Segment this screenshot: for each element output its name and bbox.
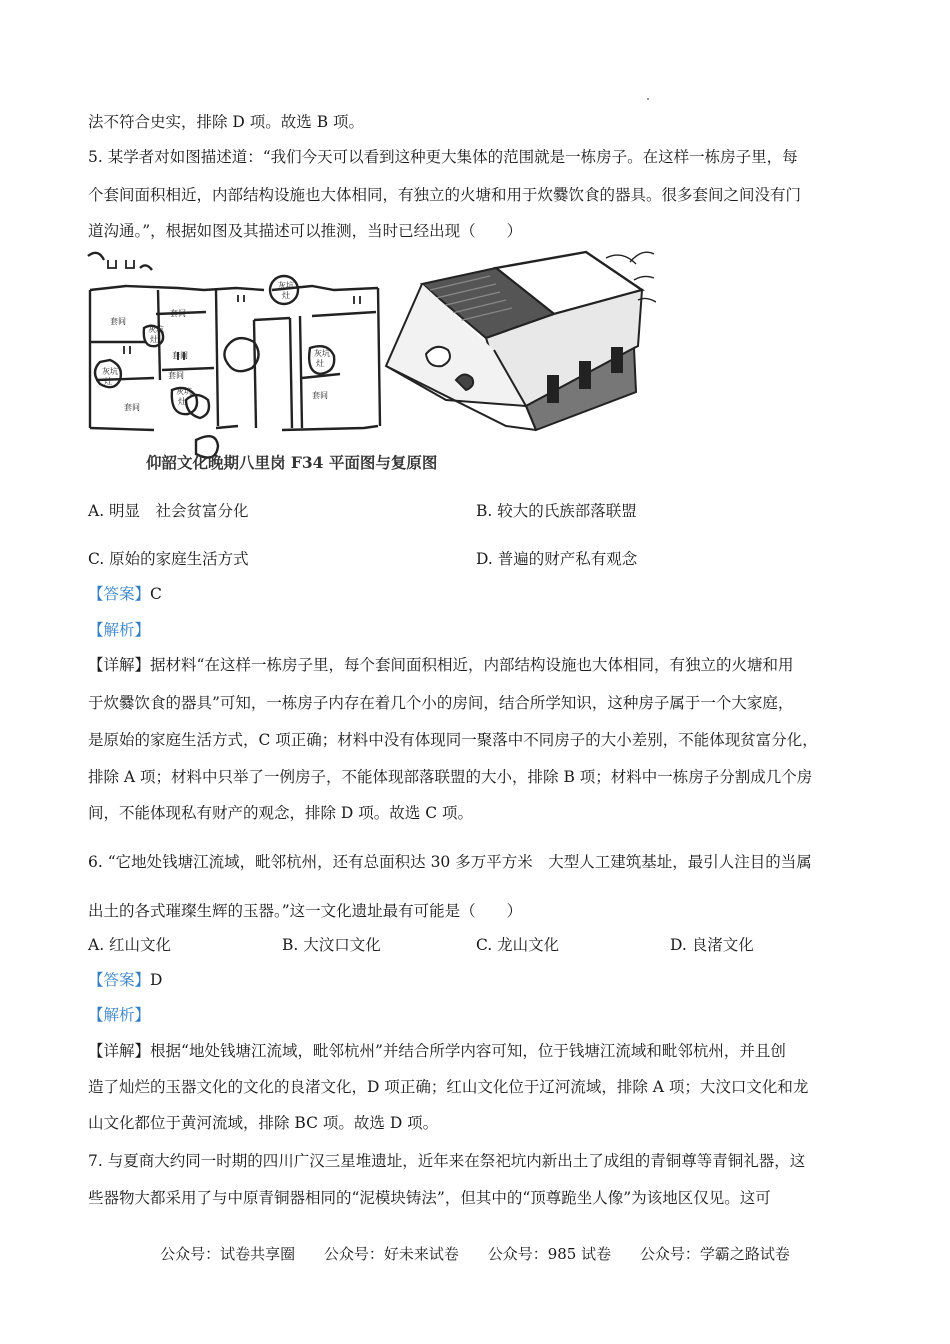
q5-detail-line-5: 间，不能体现私有财产的观念，排除 D 项。故选 C 项。 [88, 804, 473, 822]
q5-option-d: D. 普遍的财产私有观念 [476, 550, 638, 568]
answer-tag: 【答案】 [88, 971, 151, 989]
q7-stem-line-2: 些器物大都采用了与中原青铜器相同的“泥模块铸法”，但其中的“顶尊跪坐人像”为该地区仅见。这可 [88, 1189, 771, 1207]
q5-figure [86, 250, 656, 472]
q5-detail-line-4: 排除 A 项；材料中只举了一例房子，不能体现部落联盟的大小，排除 B 项；材料中一栋房子分割成几个房 [88, 768, 813, 786]
q6-detail-line-3: 山文化都位于黄河流域，排除 BC 项。故选 D 项。 [88, 1114, 439, 1132]
stove-label: 灰坑 [102, 367, 118, 376]
detail-text: 根据“地处钱塘江流域，毗邻杭州”并结合所学内容可知，位于钱塘江流域和毗邻杭州，并且创 [150, 1042, 786, 1060]
intro-line: 法不符合史实，排除 D 项。故选 B 项。 [88, 113, 365, 131]
q5-stem-line-2: 个套间面积相近，内部结构设施也大体相同，有独立的火塘和用于炊爨饮食的器具。很多套间之间没有门 [88, 186, 802, 204]
room-label: 套间 [168, 371, 184, 380]
q5-detail-line-2: 于炊爨饮食的器具”可知，一栋房子内存在着几个小的房间，结合所学知识，这种房子属于一个大家庭， [88, 694, 794, 712]
q6-analysis-tag: 【解析】 [88, 1006, 151, 1024]
floor-plan-and-reconstruction-image [86, 250, 656, 472]
stove-label: 灶 [282, 291, 290, 300]
q5-option-c: C. 原始的家庭生活方式 [88, 550, 249, 568]
q5-analysis-tag: 【解析】 [88, 621, 151, 639]
q5-detail-line-3: 是原始的家庭生活方式，C 项正确；材料中没有体现同一聚落中不同房子的大小差别，不能体现贫富分化， [88, 731, 818, 749]
footer-item: 公众号：好未来试卷 [323, 1245, 459, 1263]
stove-label: 灶 [150, 335, 158, 344]
q6-option-b: B. 大汶口文化 [282, 936, 381, 954]
scan-speck [647, 98, 649, 100]
q6-stem-line-2: 出土的各式璀璨生辉的玉器。”这一文化遗址最有可能是（ ） [88, 902, 523, 920]
q6-detail-line-1 [88, 1040, 786, 1062]
detail-tag: 【详解】 [88, 656, 151, 674]
room-label: 套间 [124, 403, 140, 412]
footer-item: 公众号：学霸之路试卷 [639, 1245, 790, 1263]
q5-option-b: B. 较大的氏族部落联盟 [476, 502, 637, 520]
room-label: 套间 [170, 309, 186, 318]
answer-value: D [150, 971, 163, 989]
room-label: 套间 [110, 317, 126, 326]
figure-caption: 仰韶文化晚期八里岗 F34 平面图与复原图 [146, 453, 438, 472]
q6-option-d: D. 良渚文化 [670, 936, 754, 954]
q5-option-a: A. 明显 社会贫富分化 [88, 502, 249, 520]
answer-value: C [150, 585, 162, 603]
room-label: 套间 [172, 351, 188, 360]
q6-option-a: A. 红山文化 [88, 936, 172, 954]
footer-item: 公众号：试卷共享圈 [160, 1245, 296, 1263]
stove-label: 灰坑 [176, 387, 192, 396]
q7-stem-line-1: 7. 与夏商大约同一时期的四川广汉三星堆遗址，近年来在祭祀坑内新出土了成组的青铜尊等青铜礼器，这 [88, 1152, 806, 1170]
answer-tag: 【答案】 [88, 585, 151, 603]
detail-tag: 【详解】 [88, 1042, 151, 1060]
stove-label: 灰坑 [148, 325, 164, 334]
q5-stem-line-1: 5. 某学者对如图描述道：“我们今天可以看到这种更大集体的范围就是一栋房子。在这样一栋房子里，每 [88, 148, 798, 166]
q5-stem-line-3: 道沟通。”，根据如图及其描述可以推测，当时已经出现（ ） [88, 222, 523, 240]
q5-answer [88, 583, 162, 605]
detail-text: 据材料“在这样一栋房子里，每个套间面积相近，内部结构设施也大体相同，有独立的火塘和用 [150, 656, 794, 674]
stove-label: 灰坑 [278, 281, 294, 290]
room-label: 套间 [312, 391, 328, 400]
q6-stem-line-1: 6. “它地处钱塘江流域，毗邻杭州，还有总面积达 30 多万平方米 大型人工建筑基址，最引人注目的当属 [88, 853, 812, 871]
q5-detail-line-1 [88, 654, 793, 676]
stove-label: 灶 [178, 397, 186, 406]
reconstruction-drawing [386, 252, 656, 430]
stove-label: 灰坑 [314, 349, 330, 358]
q6-detail-line-2: 造了灿烂的玉器文化的文化的良渚文化，D 项正确；红山文化位于辽河流域，排除 A 项；大汶口文化和龙 [88, 1078, 809, 1096]
stove-label: 灶 [104, 377, 112, 386]
footer-item: 公众号：985 试卷 [487, 1245, 612, 1263]
q6-answer [88, 969, 162, 991]
stove-label: 灶 [316, 359, 324, 368]
page-footer [0, 1243, 950, 1264]
q6-option-c: C. 龙山文化 [476, 936, 560, 954]
